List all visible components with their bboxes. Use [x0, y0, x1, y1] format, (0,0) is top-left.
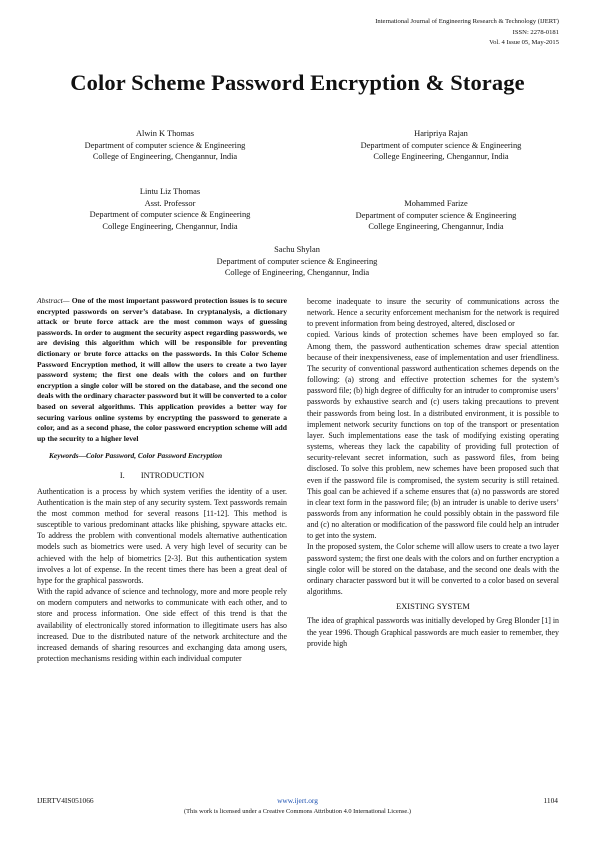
author-block — [336, 128, 546, 163]
paper-title: Color Scheme Password Encryption & Storage — [70, 70, 525, 95]
section-number: I. — [119, 471, 125, 481]
journal-name: International Journal of Engineering Research & Technology (IJERT) — [375, 18, 559, 25]
author-college: College Engineering, Chengannur, India — [373, 152, 509, 162]
intro-paragraph: With the rapid advance of science and technology, more and more people rely on modern computers and networks to communicate with each other, and to store and process information. One side effect of this trend is that the availability of electronically stored information to illegitimate users has also increased. Due to the distributed nature of the network architecture and the increased demands of sharing resources and exchanging data among users, protection mechanisms residing within each individual computer — [37, 587, 287, 663]
author-dept: Department of computer science & Engineering — [84, 140, 246, 150]
author-college: College of Engineering, Chengannur, India — [224, 268, 370, 278]
keywords: Keywords—Color Password, Color Password Encryption — [49, 451, 223, 461]
author-dept: Department of computer science & Engineering — [355, 210, 517, 220]
author-college: College of Engineering, Chengannur, India — [92, 152, 238, 162]
left-column — [37, 296, 287, 664]
abstract — [37, 296, 287, 444]
author-name: Lintu Liz Thomas — [139, 187, 201, 196]
author-college: College Engineering, Chengannur, India — [102, 221, 238, 231]
body-paragraph: copied. Various kinds of protection schemes have been employed so far. Among them, the password authentication schemes draw special attention because of their inexpensiveness, ease of implementation and user friendliness. The security of conventional password authentication schemes depends on the following: (a) strong and effective protection schemes for the system’s password file; (b) high degree of difficulty for an intruder to compromise users’ passwords by exhaustive search and (c) users taking precautions to prevent their passwords from being lost. In a distributed environment, it is possible to implement network security functions on top of the transport or presentation layer. Such implementations ease the task of modifying existing operating systems, whereas they lack the capability of providing full protection of security-relevant secret information, such as password files, from being disclosed. To solve this problem, new schemes have been proposed such that even if the password file is compromised, the system security is still retained. This goal can be achieved if a scheme ensures that (a) no passwords are stored in clear text form in the password file; (b) an intruder is unable to derive users’ passwords from any information he could possibly obtain in the password file and (c) no alteration or modification of the password file could help an intruder to get into the system. — [307, 330, 559, 541]
section-heading-existing-system: EXISTING SYSTEM — [396, 602, 470, 612]
author-name: Alwin K Thomas — [135, 129, 194, 138]
author-block — [326, 198, 546, 233]
journal-volume: Vol. 4 Issue 05, May-2015 — [489, 39, 559, 46]
author-dept: Department of computer science & Engineering — [89, 210, 251, 220]
author-dept: Department of computer science & Engineering — [360, 140, 522, 150]
author-college: College Engineering, Chengannur, India — [368, 222, 504, 232]
journal-url-link[interactable]: www.ijert.org — [277, 796, 318, 805]
page-number: 1104 — [543, 796, 558, 805]
section-title: INTRODUCTION — [140, 471, 205, 481]
body-paragraph: become inadequate to insure the security of communications across the network. Hence a security enforcement mechanism for the network is required to prevent information from being destroyed, altered, disclosed or — [307, 297, 559, 329]
license-note: (This work is licensed under a Creative Commons Attribution 4.0 International License.) — [184, 808, 411, 815]
author-name: Mohammed Farize — [404, 199, 468, 208]
section-heading-introduction — [37, 470, 287, 481]
author-role: Asst. Professor — [144, 198, 196, 208]
right-column — [307, 296, 559, 649]
body-paragraph: The idea of graphical passwords was initially developed by Greg Blonder [1] in the year 1996. Though Graphical passwords are much easier to remember, they provide high — [307, 616, 559, 648]
body-paragraph: In the proposed system, the Color scheme will allow users to create a two layer password system; the first one deals with the colors and on further encryption a single color will be stored on the database, and the second one deals with the ordinary character password but it will be converted to a color based on several algorithms. — [307, 542, 559, 597]
author-name: Haripriya Rajan — [414, 129, 468, 138]
journal-issn: ISSN: 2278-0181 — [512, 28, 559, 36]
author-dept: Department of computer science & Engineering — [216, 256, 378, 266]
intro-paragraph: Authentication is a process by which system verifies the identity of a user. Authentication is the main step of any security system. Text passwords remain the most common method for several reasons [11-12]. This method is susceptible to various predominant attacks like phishing, spyware attacks etc. To address the problem with conventional models alternative authentication models such as biometrics were used. A very high level of security can be achieved with the help of biometrics [2-3]. But this authentication system involves a lot of expense. In the recent times there has been a great deal of hype for the graphical passwords. — [37, 486, 287, 585]
abstract-label: Abstract— — [37, 296, 70, 305]
author-name: Sachu Shylan — [274, 245, 320, 254]
author-block — [60, 128, 270, 163]
journal-header — [375, 17, 559, 49]
author-block — [70, 186, 270, 232]
author-block — [192, 244, 402, 279]
abstract-text: One of the most important password protection issues is to secure encrypted passwords on server’s database. In cryptanalysis, a dictionary attack or brute force attack are the most common ways of guessing passwords. In order to augment the security aspect regarding passwords, we are devising this algorithm which will be responsible for preventing dictionary or brute force attacks on the passwords. In this Color Scheme Password Encryption method, it will allow the users to create a two layer password system; the first one deals with the colors and on further encryption a single color will be stored on the database, and the second one deals with the ordinary character password but it will be converted to a color based on several algorithms. This application provides a better way for securing various online systems by encrypting the password to generate a color, and as a second phase, the color password encryption scheme will add up the security to a higher level — [37, 296, 287, 443]
paper-id: IJERTV4IS051066 — [37, 796, 94, 805]
